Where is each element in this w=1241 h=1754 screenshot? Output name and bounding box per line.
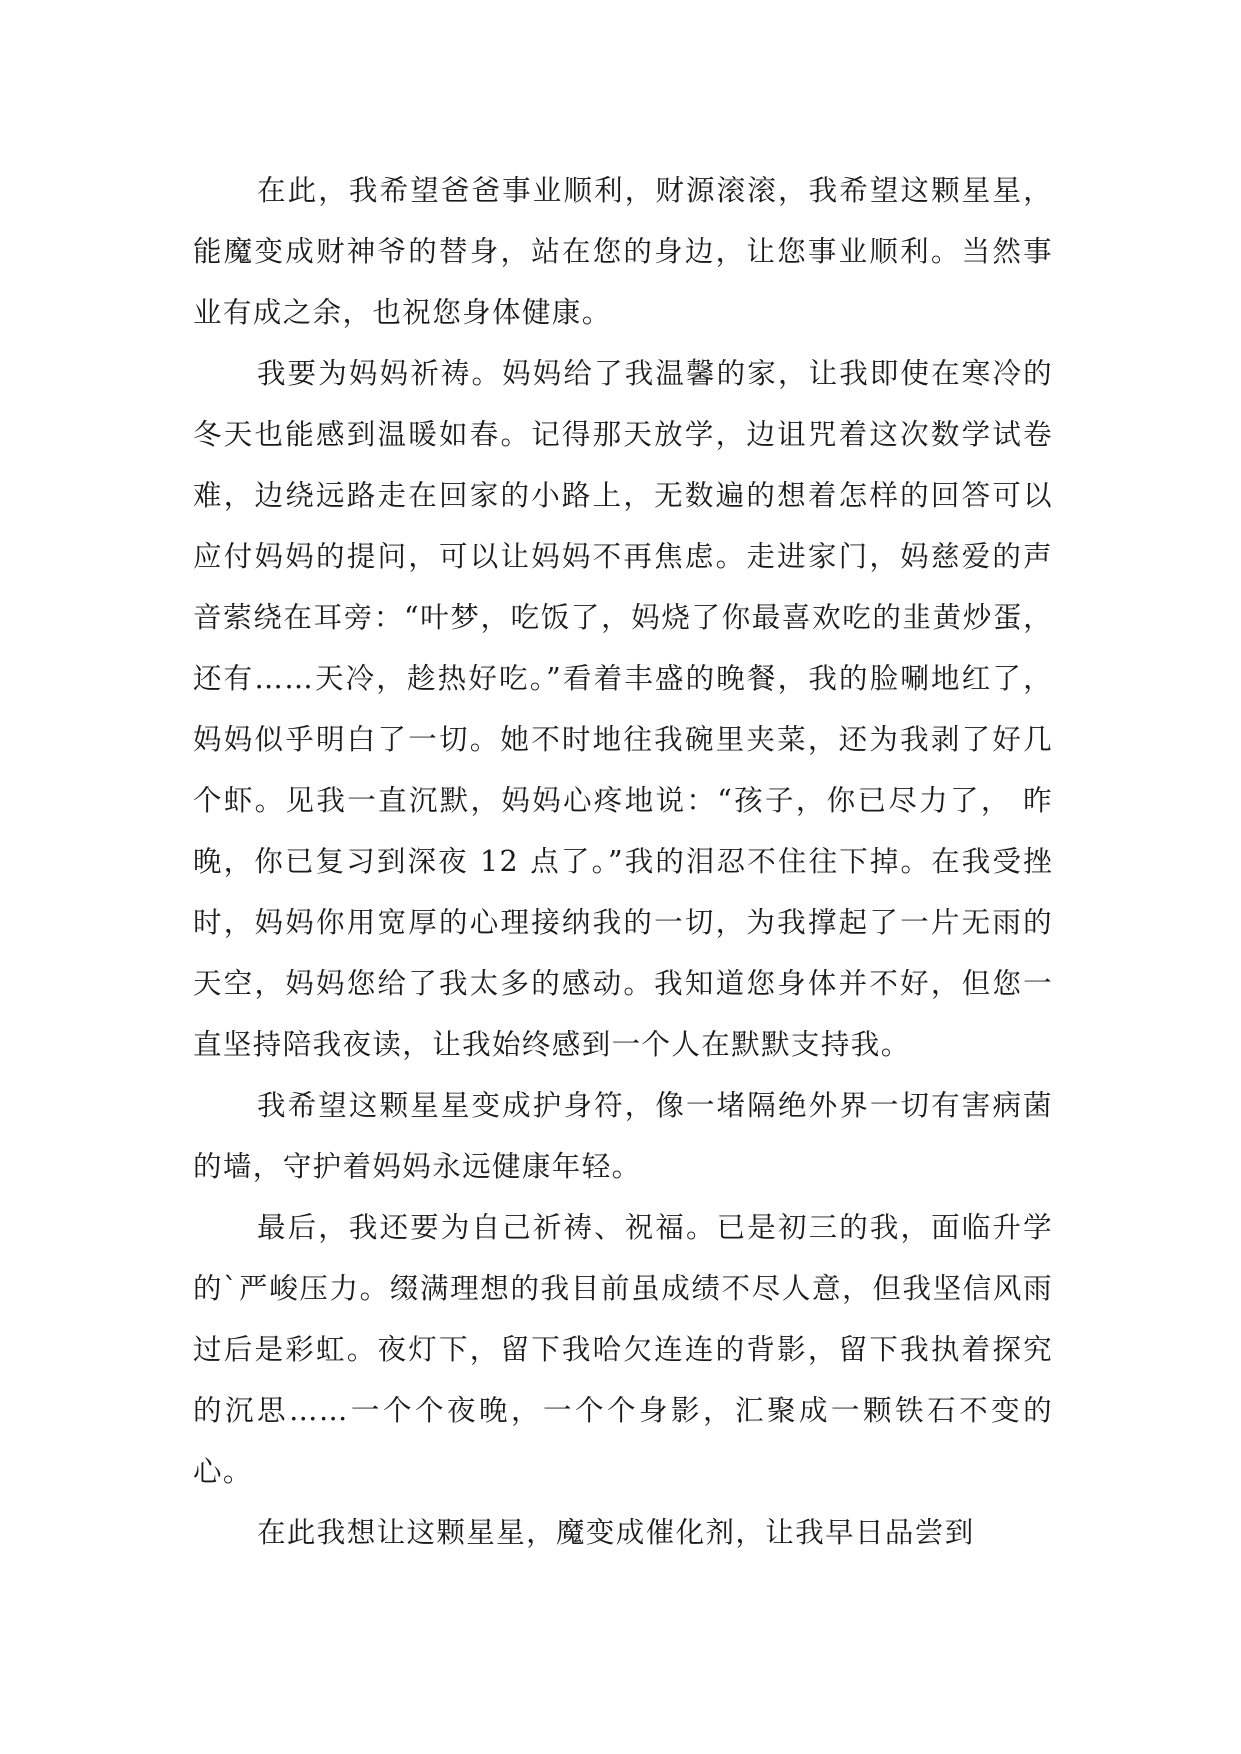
- paragraph-mother-prayer: 我要为妈妈祈祷。妈妈给了我温馨的家，让我即使在寒冷的冬天也能感到温暖如春。记得那天放学，边诅咒着这次数学试卷难，边绕远路走在回家的小路上，无数遍的想着怎样的回答可以应付妈妈的提问，可以让妈妈不再焦虑。走进家门，妈慈爱的声音萦绕在耳旁：“叶梦，吃饭了，妈烧了你最喜欢吃的韭黄炒蛋，还有……天冷，趁热好吃。”看着丰盛的晚餐，我的脸唰地红了，妈妈似乎明白了一切。她不时地往我碗里夹菜，还为我剥了好几个虾。见我一直沉默，妈妈心疼地说：“孩子，你已尽力了， 昨晚，你已复习到深夜 12 点了。”我的泪忍不住往下掉。在我受挫时，妈妈你用宽厚的心理接纳我的一切，为我撑起了一片无雨的天空，妈妈您给了我太多的感动。我知道您身体并不好，但您一直坚持陪我夜读，让我始终感到一个人在默默支持我。: [193, 357, 1053, 1061]
- document-body: [193, 160, 1053, 1563]
- paragraph-father-wish: 在此，我希望爸爸事业顺利，财源滚滚，我希望这颗星星，能魔变成财神爷的替身，站在您的身边，让您事业顺利。当然事业有成之余，也祝您身体健康。: [193, 174, 1053, 329]
- paragraph-self-wish: 在此我想让这颗星星，魔变成催化剂，让我早日品尝到: [257, 1516, 975, 1549]
- paragraph-self-prayer: 最后，我还要为自己祈祷、祝福。已是初三的我，面临升学的`严峻压力。缀满理想的我目前虽成绩不尽人意，但我坚信风雨过后是彩虹。夜灯下，留下我哈欠连连的背影，留下我执着探究的沉思……一个个夜晚，一个个身影，汇聚成一颗铁石不变的心。: [193, 1211, 1053, 1488]
- paragraph-mother-wish: 我希望这颗星星变成护身符，像一堵隔绝外界一切有害病菌的墙，守护着妈妈永远健康年轻。: [193, 1089, 1053, 1183]
